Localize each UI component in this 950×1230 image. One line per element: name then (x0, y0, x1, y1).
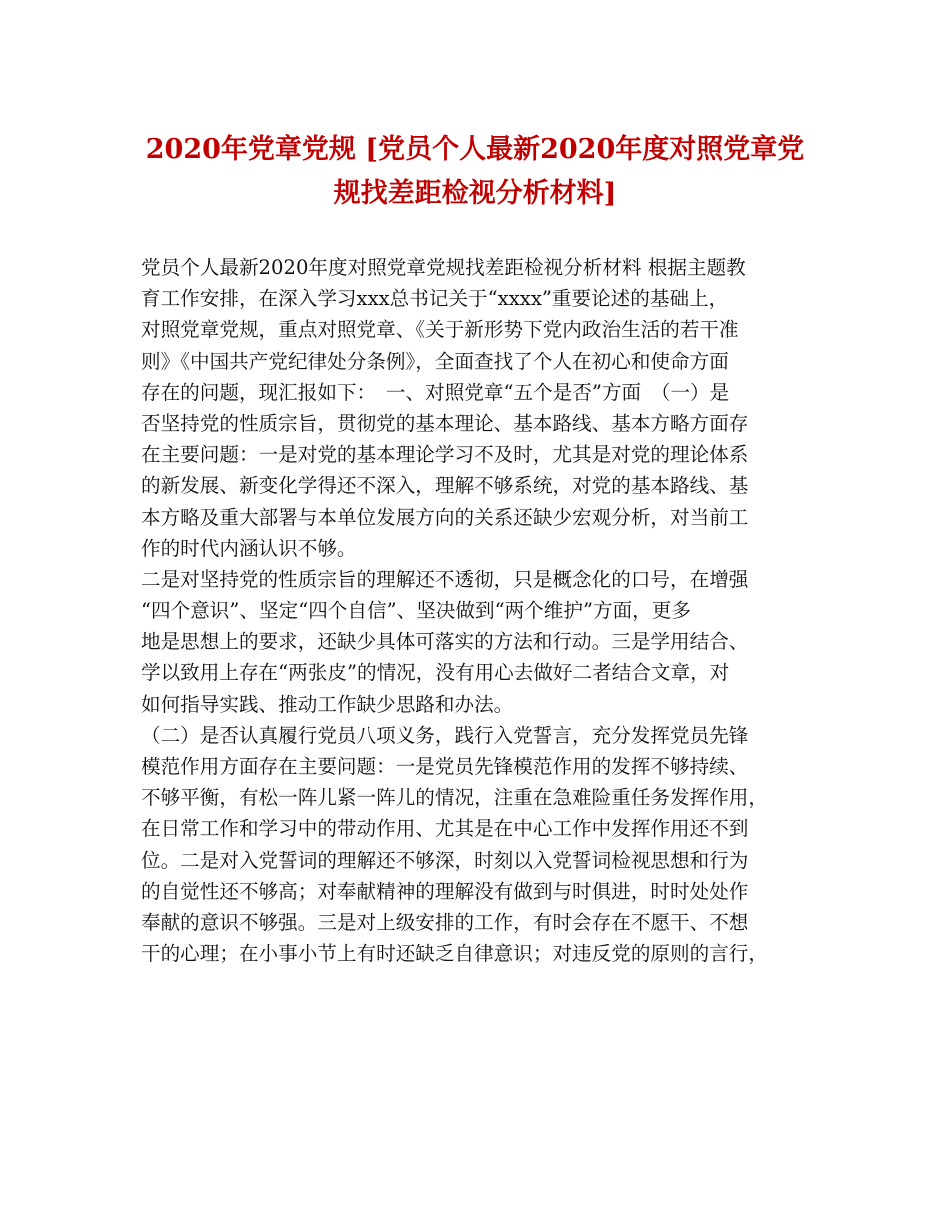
title-line: 2020年党章党规 [党员个人最新2020年度对照党章党 (145, 134, 805, 165)
body-line: 在主要问题：一是对党的基本理论学习不及时，尤其是对党的理论体系 (141, 443, 749, 467)
body-line: 本方略及重大部署与本单位发展方向的关系还缺少宏观分析，对当前工 (141, 505, 749, 529)
body-line: 奉献的意识不够强。三是对上级安排的工作，有时会存在不愿干、不想 (141, 910, 749, 934)
body-line: 二是对坚持党的性质宗旨的理解还不透彻，只是概念化的口号，在增强 (141, 567, 749, 591)
body-line: “四个意识”、坚定“四个自信”、坚决做到“两个维护”方面，更多 (141, 599, 691, 623)
body-line: 位。二是对入党誓词的理解还不够深，时刻以入党誓词检视思想和行为 (141, 848, 749, 872)
body-line: 作的时代内涵认识不够。 (141, 536, 357, 560)
body-line: 不够平衡，有松一阵儿紧一阵儿的情况，注重在急难险重任务发挥作用， (141, 786, 768, 810)
body-line: 的自觉性还不够高；对奉献精神的理解没有做到与时俱进，时时处处作 (141, 879, 749, 903)
body-line: 存在的问题，现汇报如下： 一、对照党章“五个是否”方面 （一）是 (141, 380, 730, 404)
document-body (141, 252, 831, 969)
body-line: 党员个人最新2020年度对照党章党规找差距检视分析材料 根据主题教 (141, 256, 746, 279)
body-line: 否坚持党的性质宗旨，贯彻党的基本理论、基本路线、基本方略方面存 (141, 411, 749, 435)
title-line: 规找差距检视分析材料] (333, 178, 617, 209)
body-line: 学以致用上存在“两张皮”的情况，没有用心去做好二者结合文章，对 (141, 661, 730, 685)
body-line: 对照党章党规，重点对照党章、《关于新形势下党内政治生活的若干准 (141, 318, 739, 342)
body-line: （二）是否认真履行党员八项义务，践行入党誓言，充分发挥党员先锋 (141, 723, 749, 747)
body-line: 干的心理；在小事小节上有时还缺乏自律意识；对违反党的原则的言行， (141, 942, 768, 966)
body-line: 如何指导实践、推动工作缺少思路和办法。 (141, 692, 514, 716)
body-line: 的新发展、新变化学得还不深入，理解不够系统，对党的基本路线、基 (141, 474, 749, 498)
document-title (100, 128, 850, 216)
body-line: 育工作安排，在深入学习xxx总书记关于“xxxx”重要论述的基础上， (141, 287, 729, 311)
body-line: 在日常工作和学习中的带动作用、尤其是在中心工作中发挥作用还不到 (141, 817, 749, 841)
body-line: 则》《中国共产党纪律处分条例》，全面查找了个人在初心和使命方面 (141, 349, 729, 373)
body-line: 模范作用方面存在主要问题：一是党员先锋模范作用的发挥不够持续、 (141, 755, 749, 778)
body-line: 地是思想上的要求，还缺少具体可落实的方法和行动。三是学用结合、 (141, 630, 749, 654)
